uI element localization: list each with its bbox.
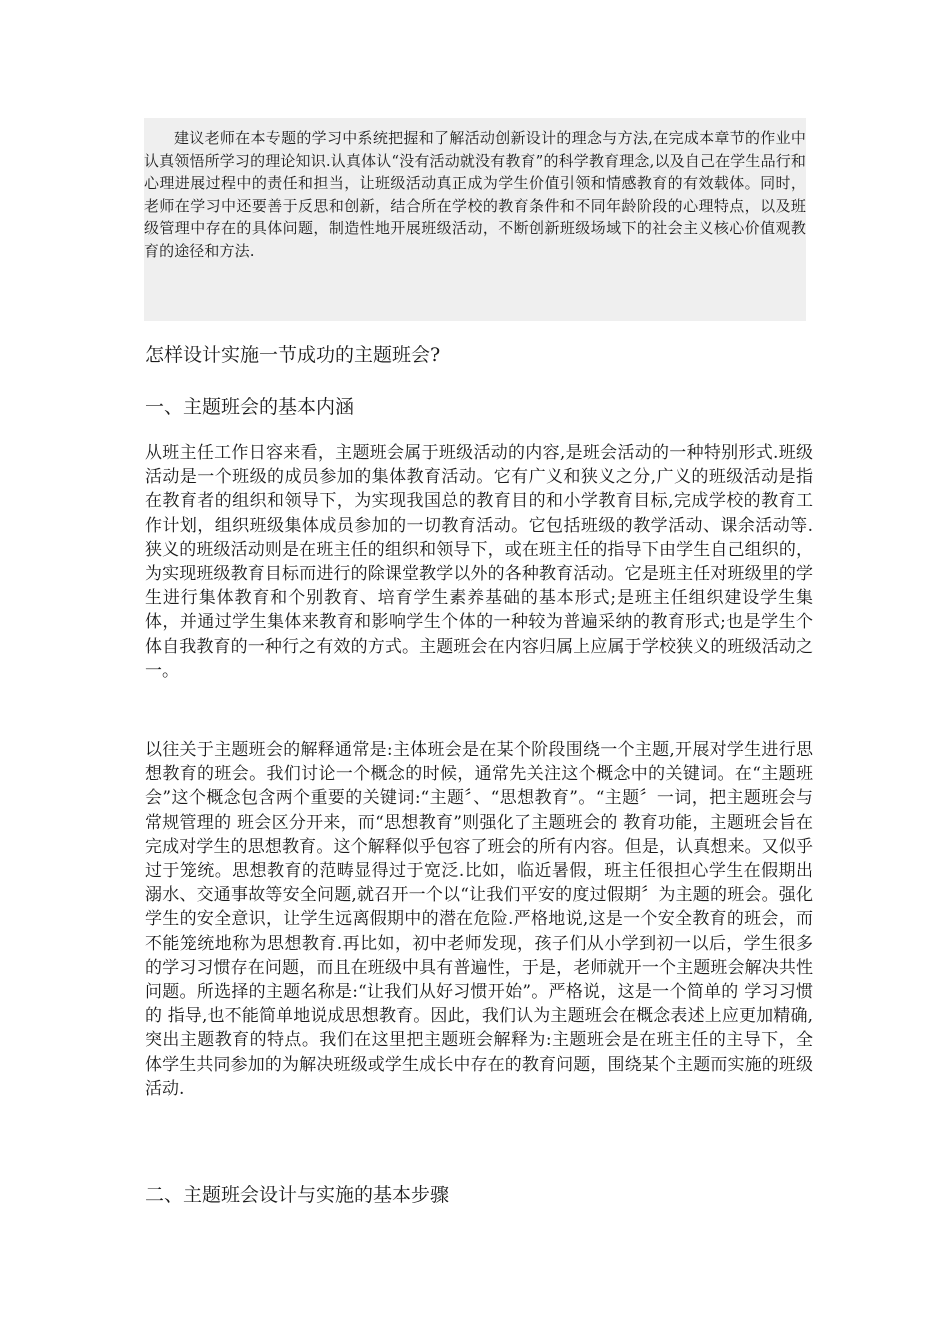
section-heading-2: 二、主题班会设计与实施的基本步骤 (145, 1184, 450, 1206)
section-heading-1: 一、主题班会的基本内涵 (145, 396, 355, 418)
article-title: 怎样设计实施一节成功的主题班会? (145, 344, 441, 366)
intro-callout-box (144, 118, 806, 321)
intro-paragraph: 建议老师在本专题的学习中系统把握和了解活动创新设计的理念与方法,在完成本章节的作业中认真领悟所学习的理论知识.认真体认“没有活动就没有教育”的科学教育理念,以及自己在学生品行和心理进展过程中的责任和担当，让班级活动真正成为学生价值引领和情感教育的有效载体。同时，老师在学习中还要善于反思和创新，结合所在学校的教育条件和不同年龄阶段的心理特点，以及班级管理中存在的具体问题，制造性地开展班级活动，不断创新班级场域下的社会主义核心价值观教育的途径和方法. (144, 129, 806, 260)
body-paragraph-1: 从班主任工作日容来看，主题班会属于班级活动的内容,是班会活动的一种特别形式.班级活动是一个班级的成员参加的集体教育活动。它有广义和狭义之分,广义的班级活动是指在教育者的组织和领导下，为实现我国总的教育目的和小学教育目标,完成学校的教育工作计划，组织班级集体成员参加的一切教育活动。它包括班级的教学活动、课余活动等.狭义的班级活动则是在班主任的组织和领导下，或在班主任的指导下由学生自己组织的，为实现班级教育目标而进行的除课堂教学以外的各种教育活动。它是班主任对班级里的学生进行集体教育和个别教育、培育学生素养基础的基本形式;是班主任组织建设学生集体，并通过学生集体来教育和影响学生个体的一种较为普遍采纳的教育形式;也是学生个体自我教育的一种行之有效的方式。主题班会在内容归属上应属于学校狭义的班级活动之一。 (145, 443, 813, 681)
body-paragraph-2: 以往关于主题班会的解释通常是:主体班会是在某个阶段围绕一个主题,开展对学生进行思想教育的班会。我们讨论一个概念的时候，通常先关注这个概念中的关键词。在“主题班会”这个概念包含两个重要的关键词:“主题〞、“思想教育”。“主题〞一词，把主题班会与常规管理的 班会区分开来，而“思想教育”则强化了主题班会的 教育功能，主题班会旨在完成对学生的思想教育。这个解释似乎包容了班会的所有内容。但是，认真想来。又似乎过于笼统。思想教育的范畴显得过于宽泛.比如，临近暑假，班主任很担心学生在假期出溺水、交通事故等安全问题,就召开一个以“让我们平安的度过假期〞为主题的班会。强化学生的安全意识，让学生远离假期中的潜在危险.严格地说,这是一个安全教育的班会，而不能笼统地称为思想教育.再比如，初中老师发现，孩子们从小学到初一以后，学生很多的学习习惯存在问题，而且在班级中具有普遍性，于是，老师就开一个主题班会解决共性问题。所选择的主题名称是:“让我们从好习惯开始”。严格说，这是一个简单的 学习习惯的 指导,也不能简单地说成思想教育。因此，我们认为主题班会在概念表述上应更加精确,突出主题教育的特点。我们在这里把主题班会解释为:主题班会是在班主任的主导下，全体学生共同参加的为解决班级或学生成长中存在的教育问题，围绕某个主题而实施的班级活动. (145, 740, 813, 1099)
